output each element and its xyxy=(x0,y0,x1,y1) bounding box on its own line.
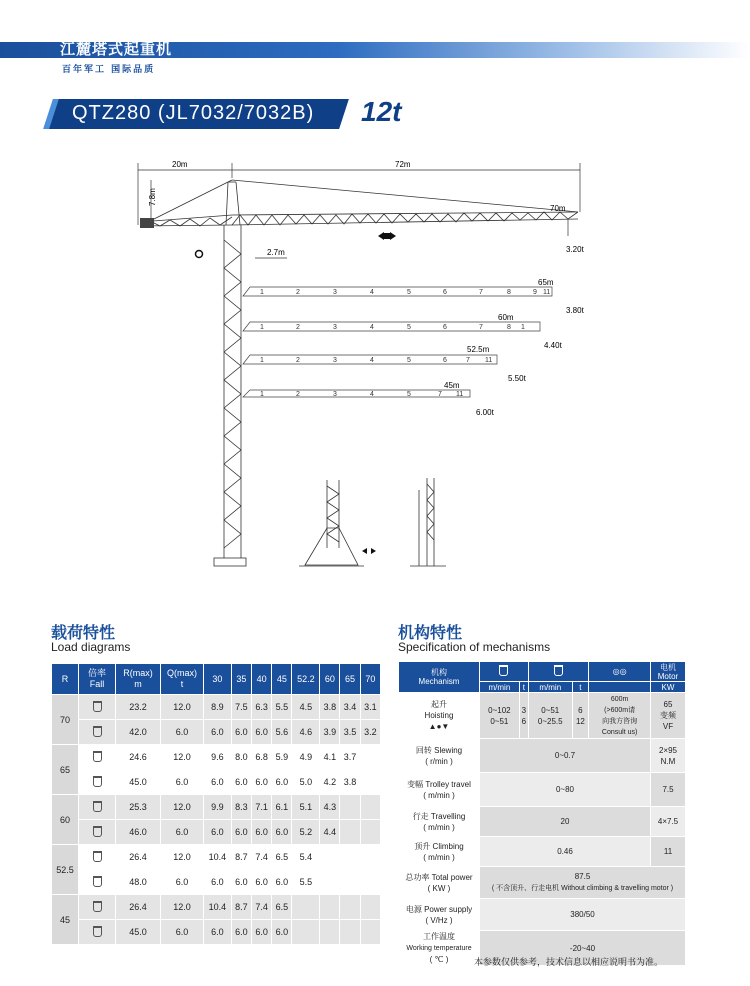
load-value: 8.3 xyxy=(231,795,251,820)
load-value: 6.0 xyxy=(204,820,232,845)
tip-load: 3.20t xyxy=(566,245,584,254)
load-value xyxy=(340,920,360,945)
config-radius-60: 60m xyxy=(498,313,514,322)
load-value xyxy=(340,820,360,845)
fall-icon xyxy=(79,745,116,770)
load-value: 6.0 xyxy=(231,770,251,795)
col-qmax: Q(max) t xyxy=(161,664,204,695)
svg-text:5: 5 xyxy=(407,324,411,331)
load-value xyxy=(292,920,320,945)
load-value: 6.8 xyxy=(251,745,271,770)
config-load-45: 6.00t xyxy=(476,408,494,417)
load-value: 3.2 xyxy=(360,720,380,745)
svg-text:3: 3 xyxy=(333,324,337,331)
load-value xyxy=(320,845,340,870)
radius-cell: 45 xyxy=(52,895,79,945)
fall-icon xyxy=(79,695,116,720)
dim-counter-jib: 20m xyxy=(172,160,188,169)
rmax-cell: 24.6 xyxy=(116,745,161,770)
radius-cell: 70 xyxy=(52,695,79,745)
svg-text:2: 2 xyxy=(296,391,300,398)
load-value: 3.9 xyxy=(320,720,340,745)
model-name: QTZ280 (JL7032/7032B) xyxy=(72,102,315,124)
svg-text:9: 9 xyxy=(533,289,537,296)
brand-title: 江麓塔式起重机 xyxy=(60,40,173,58)
load-value: 6.0 xyxy=(231,820,251,845)
load-value: 6.0 xyxy=(231,720,251,745)
counterweight xyxy=(140,218,154,228)
svg-text:11: 11 xyxy=(456,391,464,398)
load-value: 6.0 xyxy=(251,870,271,895)
load-value: 3.5 xyxy=(340,720,360,745)
row-travelling: 行走 Travelling ( m/min ) 20 4×7.5 xyxy=(399,807,686,837)
load-value: 8.7 xyxy=(231,895,251,920)
col-fall: 倍率 Fall xyxy=(79,664,116,695)
load-value: 10.4 xyxy=(204,845,232,870)
mech-title-en: Specification of mechanisms xyxy=(398,640,551,654)
load-value xyxy=(340,845,360,870)
unit-kw: KW xyxy=(651,682,686,693)
load-value: 4.9 xyxy=(292,745,320,770)
rmax-cell: 26.4 xyxy=(116,845,161,870)
col-radius: 60 xyxy=(320,664,340,695)
rmax-cell: 45.0 xyxy=(116,770,161,795)
svg-text:1: 1 xyxy=(260,289,264,296)
load-value xyxy=(320,870,340,895)
load-value xyxy=(360,745,380,770)
brand-slogan: 百年军工 国际品质 xyxy=(62,65,156,75)
dim-height: 7.8m xyxy=(148,188,157,206)
col-rmax: R(max) m xyxy=(116,664,161,695)
load-value xyxy=(320,895,340,920)
svg-text:7: 7 xyxy=(479,289,483,296)
config-radius-45: 45m xyxy=(444,381,460,390)
unit-mmin: m/min xyxy=(528,682,572,693)
load-value: 6.0 xyxy=(251,770,271,795)
svg-text:4: 4 xyxy=(370,289,374,296)
svg-text:6: 6 xyxy=(443,357,447,364)
svg-text:2: 2 xyxy=(296,289,300,296)
load-value: 6.5 xyxy=(272,845,292,870)
row-trolley: 变幅 Trolley travel ( m/min ) 0~80 7.5 xyxy=(399,773,686,807)
col-radius: 52.2 xyxy=(292,664,320,695)
load-value xyxy=(360,770,380,795)
table-row xyxy=(52,795,381,820)
mech-head: 机构 Mechanism xyxy=(399,662,480,693)
fall-icon xyxy=(79,770,116,795)
load-value xyxy=(360,795,380,820)
load-value: 6.5 xyxy=(272,895,292,920)
config-load-60: 4.40t xyxy=(544,341,562,350)
load-value: 5.1 xyxy=(292,795,320,820)
load-value: 7.1 xyxy=(251,795,271,820)
rmax-cell: 45.0 xyxy=(116,920,161,945)
load-value: 5.5 xyxy=(292,870,320,895)
load-value: 4.1 xyxy=(320,745,340,770)
svg-text:3: 3 xyxy=(333,289,337,296)
fall-icon xyxy=(79,795,116,820)
unit-blank xyxy=(589,682,651,693)
table-row xyxy=(52,745,381,770)
col-radius: 30 xyxy=(204,664,232,695)
load-value: 7.4 xyxy=(251,845,271,870)
load-value: 6.0 xyxy=(251,820,271,845)
radius-cell: 65 xyxy=(52,745,79,795)
svg-text:5: 5 xyxy=(407,289,411,296)
col-radius: 40 xyxy=(251,664,271,695)
load-value: 5.5 xyxy=(272,695,292,720)
svg-text:2: 2 xyxy=(296,357,300,364)
load-value: 8.0 xyxy=(231,745,251,770)
config-load-52: 5.50t xyxy=(508,374,526,383)
svg-text:5: 5 xyxy=(407,357,411,364)
col-r: R xyxy=(52,664,79,695)
unit-t: t xyxy=(519,682,528,693)
fall-icon xyxy=(79,845,116,870)
col-radius: 70 xyxy=(360,664,380,695)
svg-text:1: 1 xyxy=(260,324,264,331)
load-value: 6.0 xyxy=(204,870,232,895)
load-value: 9.6 xyxy=(204,745,232,770)
row-hoisting: 起升 Hoisting ▲●▼ 0~102 0~51 3 6 0~51 0~25.5 6 12 600m (>600m请 向我方咨询 Consult us) 65 变频 VF xyxy=(399,693,686,739)
tip-radius: 70m xyxy=(550,204,566,213)
load-value: 6.0 xyxy=(204,920,232,945)
load-value: 4.6 xyxy=(292,720,320,745)
table-row xyxy=(52,845,381,870)
table-row xyxy=(52,895,381,920)
qmax-cell: 12.0 xyxy=(161,845,204,870)
table-row xyxy=(52,720,381,745)
load-value: 5.0 xyxy=(292,770,320,795)
row-temperature: 工作温度 Working temperature ( ℃ ) -20~40 xyxy=(399,931,686,966)
svg-text:4: 4 xyxy=(370,391,374,398)
svg-text:8: 8 xyxy=(507,324,511,331)
row-supply: 电源 Power supply ( V/Hz ) 380/50 xyxy=(399,899,686,931)
col-radius: 35 xyxy=(231,664,251,695)
load-value: 6.0 xyxy=(231,870,251,895)
load-value xyxy=(292,895,320,920)
footnote: 本参数仅供参考，技术信息以相应说明书为准。 xyxy=(474,957,664,967)
table-row xyxy=(52,870,381,895)
max-capacity: 12t xyxy=(361,96,402,127)
load-value: 6.0 xyxy=(251,920,271,945)
dim-jib: 72m xyxy=(395,160,411,169)
table-row xyxy=(52,695,381,720)
qmax-cell: 12.0 xyxy=(161,745,204,770)
load-value: 6.0 xyxy=(204,720,232,745)
load-value xyxy=(360,845,380,870)
load-value: 6.1 xyxy=(272,795,292,820)
hoist-b-icon xyxy=(528,662,588,682)
qmax-cell: 6.0 xyxy=(161,920,204,945)
svg-text:4: 4 xyxy=(370,324,374,331)
qmax-cell: 12.0 xyxy=(161,895,204,920)
load-value: 6.0 xyxy=(272,920,292,945)
table-row xyxy=(52,920,381,945)
load-value: 8.7 xyxy=(231,845,251,870)
qmax-cell: 12.0 xyxy=(161,695,204,720)
qmax-cell: 6.0 xyxy=(161,720,204,745)
load-value: 6.0 xyxy=(231,920,251,945)
load-value: 6.0 xyxy=(272,820,292,845)
svg-text:6: 6 xyxy=(443,289,447,296)
load-title-cn: 载荷特性 xyxy=(51,623,116,642)
svg-text:7: 7 xyxy=(438,391,442,398)
svg-text:3: 3 xyxy=(333,391,337,398)
load-value xyxy=(340,795,360,820)
unit-t: t xyxy=(572,682,589,693)
load-value: 4.4 xyxy=(320,820,340,845)
load-value: 3.1 xyxy=(360,695,380,720)
qmax-cell: 6.0 xyxy=(161,820,204,845)
rmax-cell: 25.3 xyxy=(116,795,161,820)
rmax-cell: 48.0 xyxy=(116,870,161,895)
load-value: 3.7 xyxy=(340,745,360,770)
load-value: 4.2 xyxy=(320,770,340,795)
load-value: 4.5 xyxy=(292,695,320,720)
load-value: 3.4 xyxy=(340,695,360,720)
dim-hook-offset: 2.7m xyxy=(267,248,285,257)
load-value xyxy=(340,870,360,895)
svg-text:5: 5 xyxy=(407,391,411,398)
load-value: 10.4 xyxy=(204,895,232,920)
load-value: 7.5 xyxy=(231,695,251,720)
load-value xyxy=(360,870,380,895)
svg-text:1: 1 xyxy=(260,391,264,398)
col-radius: 65 xyxy=(340,664,360,695)
load-value xyxy=(360,895,380,920)
svg-text:2: 2 xyxy=(296,324,300,331)
radius-cell: 52.5 xyxy=(52,845,79,895)
fall-icon xyxy=(79,870,116,895)
svg-text:8: 8 xyxy=(507,289,511,296)
fall-icon xyxy=(79,895,116,920)
load-value: 6.0 xyxy=(251,720,271,745)
qmax-cell: 6.0 xyxy=(161,770,204,795)
load-value: 3.8 xyxy=(320,695,340,720)
load-value xyxy=(360,920,380,945)
fall-icon xyxy=(79,920,116,945)
svg-text:4: 4 xyxy=(370,357,374,364)
load-value: 6.0 xyxy=(204,770,232,795)
rmax-cell: 23.2 xyxy=(116,695,161,720)
load-table xyxy=(51,663,381,945)
svg-text:7: 7 xyxy=(479,324,483,331)
table-row xyxy=(52,770,381,795)
load-value xyxy=(320,920,340,945)
load-value: 5.6 xyxy=(272,720,292,745)
qmax-cell: 6.0 xyxy=(161,870,204,895)
svg-text:7: 7 xyxy=(466,357,470,364)
fall-icon xyxy=(79,720,116,745)
load-value: 6.0 xyxy=(272,770,292,795)
load-value: 3.8 xyxy=(340,770,360,795)
load-value: 4.3 xyxy=(320,795,340,820)
motor-head: 电机 Motor xyxy=(651,662,686,682)
load-value: 9.9 xyxy=(204,795,232,820)
load-value: 5.2 xyxy=(292,820,320,845)
config-radius-52: 52.5m xyxy=(467,345,490,354)
row-power: 总功率 Total power ( KW ) 87.5 ( 不含顶升、行走电机 Without climbing & travelling motor ) xyxy=(399,867,686,899)
svg-text:6: 6 xyxy=(443,324,447,331)
config-radius-65: 65m xyxy=(538,278,554,287)
rmax-cell: 42.0 xyxy=(116,720,161,745)
svg-text:1: 1 xyxy=(521,324,525,331)
rmax-cell: 46.0 xyxy=(116,820,161,845)
col-radius: 45 xyxy=(272,664,292,695)
row-slewing: 回转 Slewing ( r/min ) 0~0.7 2×95 N.M xyxy=(399,739,686,773)
radius-cell: 60 xyxy=(52,795,79,845)
mech-title-cn: 机构特性 xyxy=(398,623,463,642)
rmax-cell: 26.4 xyxy=(116,895,161,920)
drum-icon: ◎◎ xyxy=(589,662,651,682)
table-row xyxy=(52,820,381,845)
load-value: 5.4 xyxy=(292,845,320,870)
svg-text:11: 11 xyxy=(485,357,493,364)
load-title-en: Load diagrams xyxy=(51,640,131,654)
svg-text:1: 1 xyxy=(260,357,264,364)
svg-text:3: 3 xyxy=(333,357,337,364)
load-value: 8.9 xyxy=(204,695,232,720)
load-value: 7.4 xyxy=(251,895,271,920)
fall-icon xyxy=(79,820,116,845)
hoist-a-icon xyxy=(480,662,529,682)
load-value xyxy=(360,820,380,845)
load-value: 6.0 xyxy=(272,870,292,895)
unit-mmin: m/min xyxy=(480,682,520,693)
mechanism-table xyxy=(398,661,686,966)
load-value: 5.9 xyxy=(272,745,292,770)
qmax-cell: 12.0 xyxy=(161,795,204,820)
config-load-65: 3.80t xyxy=(566,306,584,315)
load-value xyxy=(340,895,360,920)
svg-text:11: 11 xyxy=(543,289,551,296)
load-value: 6.3 xyxy=(251,695,271,720)
row-climbing: 顶升 Climbing ( m/min ) 0.46 11 xyxy=(399,837,686,867)
